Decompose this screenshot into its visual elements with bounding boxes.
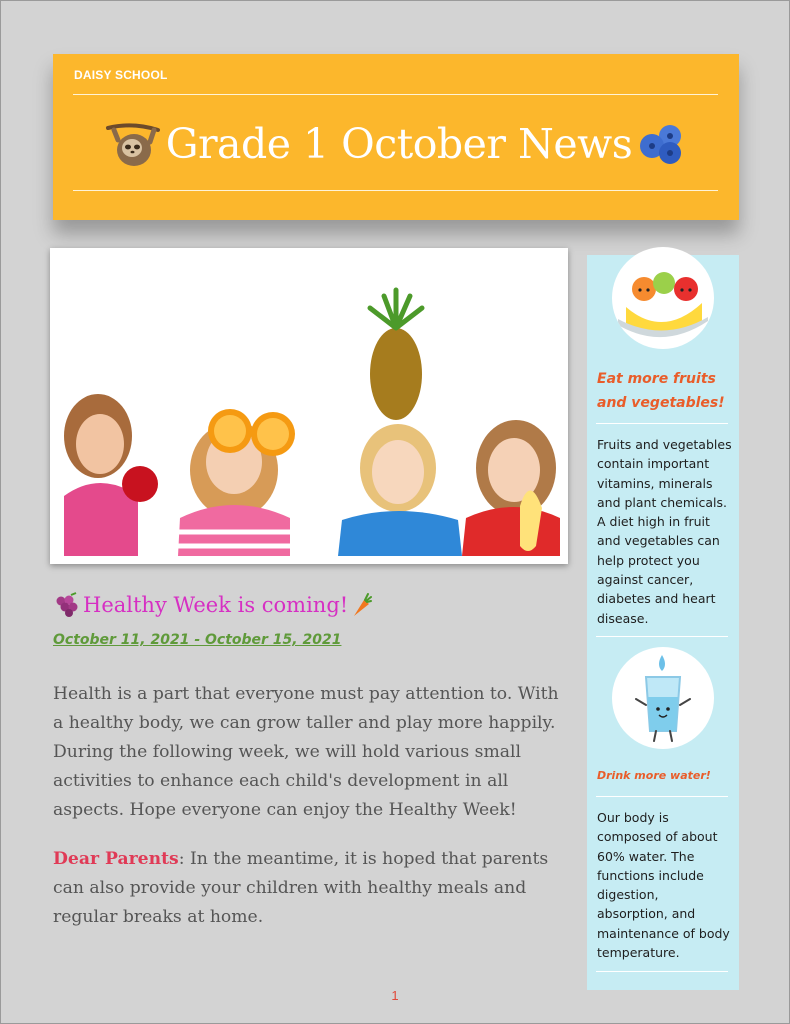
- body-paragraph-2-text: : In the meantime, it is hoped that parents can also provide your children with healthy meals and regular breaks at home.: [53, 849, 549, 927]
- fruit-bowl-icon: [612, 247, 714, 349]
- fruits-text: Fruits and vegetables contain important vitamins, minerals and plant chemicals. A diet high in fruit and vegetables can help protect you against cancer, diabetes and heart disease.: [597, 437, 732, 626]
- grapes-icon: [53, 592, 81, 618]
- page-title: Grade 1 October News: [165, 120, 633, 168]
- event-date: October 11, 2021 - October 15, 2021: [53, 632, 342, 648]
- fruits-heading: Eat more fruits and vegetables!: [597, 371, 725, 411]
- event-title-row: [53, 590, 372, 620]
- sidebar-rule-3: [596, 796, 728, 797]
- water-circle: [612, 647, 714, 749]
- carrot-icon: [350, 592, 372, 618]
- sidebar: [587, 255, 739, 990]
- body-paragraph-1: Health is a part that everyone must pay attention to. With a healthy body, we can grow taller and play more happily. During the following week, we will hold various small activities to enhance each child's development in all aspects. Hope everyone can enjoy the Healthy Week!: [53, 684, 559, 820]
- sidebar-rule-2: [596, 636, 728, 637]
- event-title: Healthy Week is coming!: [83, 593, 349, 617]
- fruit-bowl-circle: [612, 247, 714, 349]
- body-paragraph-2: [53, 845, 573, 932]
- title-row: [53, 116, 739, 172]
- photo-frame: [50, 248, 568, 564]
- page-number: 1: [391, 988, 399, 1003]
- dear-parents-label: Dear Parents: [53, 849, 179, 869]
- header-rule-bottom: [73, 190, 718, 191]
- water-text: Our body is composed of about 60% water. The functions include digestion, absorption, and maintenance of body temperature.: [597, 810, 730, 961]
- header-banner: [53, 54, 739, 220]
- sidebar-rule-1: [596, 423, 728, 424]
- water-heading: Drink more water!: [597, 769, 711, 782]
- header-rule-top: [73, 94, 718, 95]
- water-glass-icon: [612, 647, 714, 749]
- sidebar-rule-4: [596, 971, 728, 972]
- photo-illustration: [58, 256, 560, 556]
- blueberries-icon: [636, 122, 688, 166]
- school-name: DAISY SCHOOL: [74, 68, 168, 82]
- sloth-icon: [104, 118, 162, 170]
- children-with-fruit-photo: [58, 256, 560, 556]
